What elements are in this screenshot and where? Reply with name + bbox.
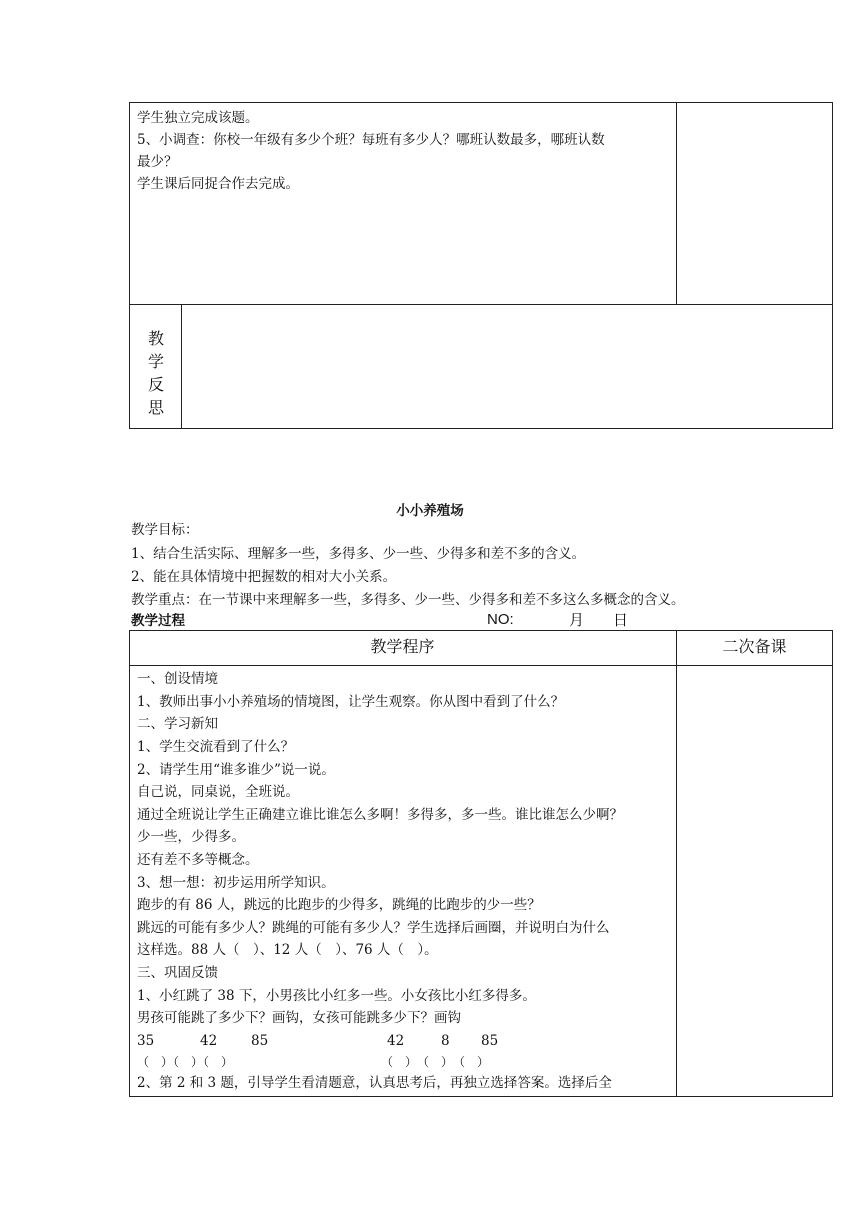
key-point-line: 教学重点：在一节课中来理解多一些，多得多、少一些、少得多和差不多这么多概念的含义。 — [131, 592, 685, 608]
top-text-line: 学生课后同捉合作去完成。 — [137, 176, 299, 192]
top-text-line: 学生独立完成该题。 — [137, 110, 259, 126]
procedure-line: 一、创设情境 — [137, 671, 218, 687]
col-header-procedure: 教学程序 — [370, 637, 435, 656]
top-text-line: 5、小调查：你校一年级有多少个班？每班有多少人？哪班认数最多，哪班认数 — [137, 132, 605, 148]
lesson-title: 小小养殖场 — [396, 503, 464, 519]
reflection-label-char: 教 — [147, 329, 164, 348]
reflection-label-char: 思 — [147, 398, 164, 417]
top-text-line: 最少？ — [137, 154, 178, 170]
col-header-second-prep: 二次备课 — [722, 637, 787, 656]
choice-number: 85 — [481, 1033, 499, 1049]
procedure-line: 三、巩固反馈 — [137, 965, 218, 981]
day-label: 日 — [613, 611, 629, 629]
procedure-line: 1、小红跳了 38 下，小男孩比小红多一些。小女孩比小红多得多。 — [137, 988, 536, 1004]
top-table — [129, 102, 833, 429]
choice-parens-left: （ ）（ ）（ ） — [137, 1055, 234, 1069]
procedure-line: 2、请学生用“谁多谁少”说一说。 — [137, 762, 335, 778]
procedure-line: 1、教师出事小小养殖场的情境图，让学生观察。你从图中看到了什么？ — [137, 694, 565, 710]
procedure-line: 还有差不多等概念。 — [137, 852, 259, 868]
choice-number: 42 — [387, 1033, 405, 1049]
no-label: NO: — [487, 611, 514, 628]
reflection-label-char: 反 — [147, 375, 164, 394]
top-table-col-divider — [676, 102, 677, 305]
goal-line-2: 2、能在具体情境中把握数的相对大小关系。 — [131, 569, 397, 585]
procedure-line: 二、学习新知 — [137, 716, 218, 732]
choice-parens-right: （ ） （ ） （ ） — [381, 1055, 490, 1069]
goal-line-1: 1、结合生活实际、理解多一些，多得多、少一些、少得多和差不多的含义。 — [131, 546, 586, 562]
main-table-header-divider — [129, 665, 833, 666]
procedure-line: 通过全班说让学生正确建立谁比谁怎么多啊！多得多，多一些。谁比谁怎么少啊？ — [137, 807, 623, 823]
procedure-line: 自己说，同桌说，全班说。 — [137, 784, 299, 800]
choice-number: 85 — [251, 1033, 269, 1049]
goal-heading: 教学目标： — [131, 522, 199, 538]
procedure-line: 少一些，少得多。 — [137, 829, 245, 845]
procedure-line: 2、第 2 和 3 题，引导学生看清题意，认真思考后，再独立选择答案。选择后全 — [137, 1075, 612, 1091]
choice-number: 8 — [441, 1033, 450, 1049]
reflection-label-divider — [181, 304, 182, 429]
top-table-row-divider — [129, 304, 833, 305]
choice-number: 42 — [200, 1033, 218, 1049]
procedure-line: 1、学生交流看到了什么？ — [137, 739, 295, 755]
procedure-line: 这样选。88 人（ ）、12 人（ ）、76 人（ ）。 — [137, 942, 438, 958]
procedure-line: 跑步的有 86 人，跳远的比跑步的少得多，跳绳的比跑步的少一些？ — [137, 897, 541, 913]
procedure-line: 跳远的可能有多少人？跳绳的可能有多少人？学生选择后画圈，并说明白为什么 — [137, 920, 610, 936]
main-table-col-divider — [676, 630, 677, 1097]
procedure-line: 男孩可能跳了多少下？画钩，女孩可能跳多少下？画钩 — [137, 1010, 461, 1026]
procedure-line: 3、想一想：初步运用所学知识。 — [137, 875, 335, 891]
choice-number: 35 — [137, 1033, 155, 1049]
process-label: 教学过程 — [131, 613, 185, 629]
month-label: 月 — [569, 611, 585, 629]
reflection-label-char: 学 — [147, 352, 164, 371]
